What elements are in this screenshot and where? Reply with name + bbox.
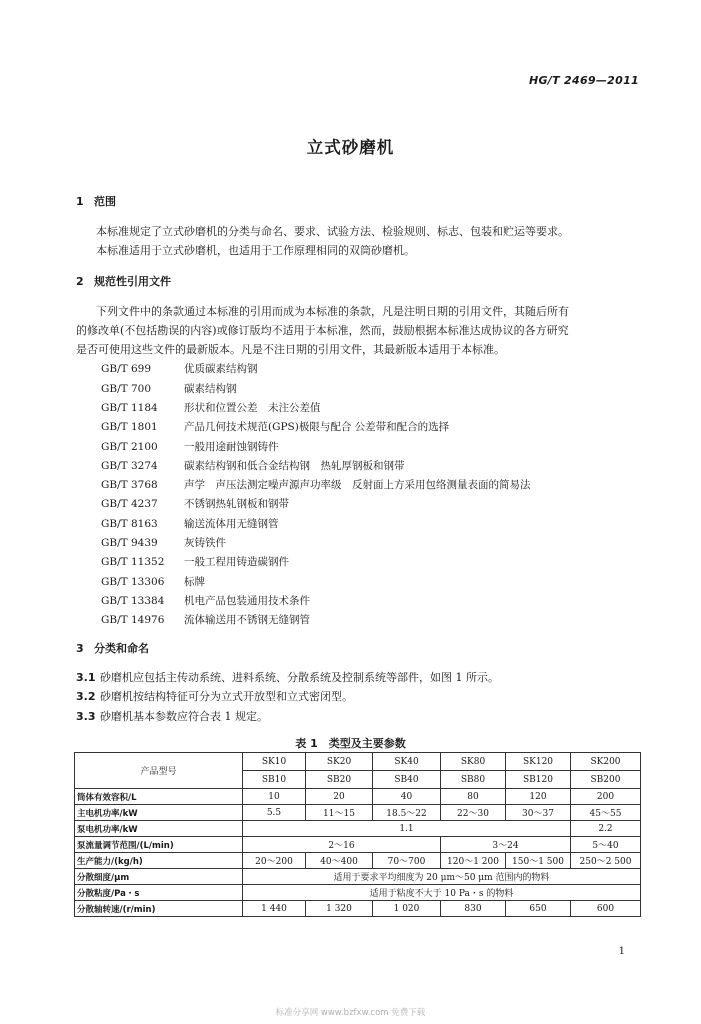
reference-name: 形状和位置公差 未注公差值	[184, 402, 321, 414]
row-label: 分散轴转速/(r/min)	[75, 901, 243, 917]
reference-code: GB/T 9439	[101, 537, 158, 549]
reference-item	[101, 400, 321, 415]
table-header-label: 产品型号	[75, 753, 243, 789]
intro-line: 下列文件中的条款通过本标准的引用而成为本标准的条款，凡是注明日期的引用文件，其随后所有	[96, 305, 569, 318]
reference-name: 流体输送用不锈钢无缝钢管	[184, 614, 310, 626]
table-cell: 120	[506, 789, 571, 805]
clause-3-1	[76, 669, 499, 685]
table-cell: 1 020	[373, 901, 441, 917]
reference-name: 声学 声压法测定噪声源声功率级 反射面上方采用包络测量表面的简易法	[184, 479, 531, 491]
table-cell: 600	[571, 901, 641, 917]
reference-name: 一般用途耐蚀钢铸件	[184, 441, 279, 453]
model-cell: SK10	[243, 753, 306, 771]
reference-name: 一般工程用铸造碳钢件	[184, 556, 289, 568]
row-label: 分散细度/μm	[75, 869, 243, 885]
table-cell: 5～40	[571, 837, 641, 853]
reference-name: 不锈钢热轧钢板和钢带	[184, 498, 289, 510]
table-cell: 20～200	[243, 853, 306, 869]
reference-name: 标牌	[184, 576, 205, 588]
clause-text: 砂磨机按结构特征可分为立式开放型和立式密闭型。	[100, 690, 353, 703]
reference-item	[101, 612, 310, 627]
table-cell: 20	[306, 789, 373, 805]
reference-code: GB/T 4237	[101, 498, 158, 510]
table-cell: 830	[441, 901, 506, 917]
reference-item	[101, 419, 449, 434]
reference-name: 碳素结构钢和低合金结构钢 热轧厚钢板和钢带	[184, 460, 405, 472]
table-cell: 150～1 500	[506, 853, 571, 869]
reference-item	[101, 574, 205, 589]
model-cell: SB80	[441, 771, 506, 789]
reference-name: 优质碳素结构钢	[184, 363, 258, 375]
table-cell: 3～24	[441, 837, 571, 853]
reference-item	[101, 593, 310, 608]
paragraph: 本标准适用于立式砂磨机，也适用于工作原理相同的双筒砂磨机。	[96, 244, 415, 257]
section-title: 范围	[94, 195, 116, 208]
table-row	[75, 753, 641, 771]
table-cell: 1 320	[306, 901, 373, 917]
reference-item	[101, 381, 237, 396]
reference-code: GB/T 2100	[101, 441, 158, 453]
model-cell: SK80	[441, 753, 506, 771]
reference-item	[101, 535, 226, 550]
section-number: 3	[76, 642, 84, 655]
section-number: 2	[76, 275, 84, 288]
table-cell: 5.5	[243, 805, 306, 821]
section-title: 分类和命名	[94, 642, 149, 655]
table-row	[75, 789, 641, 805]
table-caption: 表 1 类型及主要参数	[295, 737, 406, 750]
table-row	[75, 837, 641, 853]
intro-line: 是否可使用这些文件的最新版本。凡是不注日期的引用文件，其最新版本适用于本标准。	[76, 343, 505, 356]
table-row	[75, 805, 641, 821]
reference-code: GB/T 14976	[101, 614, 165, 626]
model-cell: SK20	[306, 753, 373, 771]
table-cell: 30～37	[506, 805, 571, 821]
section-number: 1	[76, 195, 84, 208]
table-cell: 200	[571, 789, 641, 805]
table-cell: 1.1	[243, 821, 571, 837]
reference-item	[101, 361, 258, 376]
clause-number: 3.1	[76, 671, 96, 684]
row-label: 分散粘度/Pa・s	[75, 885, 243, 901]
watermark-text: 标准分享网 www.bzfxw.com 免费下载	[275, 1008, 426, 1018]
section-2-heading	[76, 273, 171, 289]
table-row	[75, 869, 641, 885]
model-cell: SB40	[373, 771, 441, 789]
reference-name: 碳素结构钢	[184, 383, 237, 395]
reference-item	[101, 439, 279, 454]
clause-3-3	[76, 708, 268, 724]
clause-text: 砂磨机应包括主传动系统、进料系统、分散系统及控制系统等部件，如图 1 所示。	[100, 671, 499, 684]
table-cell: 120～1 200	[441, 853, 506, 869]
table-row	[75, 821, 641, 837]
table-cell: 80	[441, 789, 506, 805]
model-cell: SB200	[571, 771, 641, 789]
reference-code: GB/T 3274	[101, 460, 158, 472]
row-label: 泵流量调节范围/(L/min)	[75, 837, 243, 853]
table-cell: 250～2 500	[571, 853, 641, 869]
page-number: 1	[618, 946, 625, 957]
clause-number: 3.3	[76, 710, 96, 723]
clause-text: 砂磨机基本参数应符合表 1 规定。	[100, 710, 268, 723]
section-title: 规范性引用文件	[94, 275, 171, 288]
reference-code: GB/T 13306	[101, 576, 165, 588]
table-cell: 10	[243, 789, 306, 805]
table-cell: 40	[373, 789, 441, 805]
reference-item	[101, 554, 289, 569]
table-cell: 70～700	[373, 853, 441, 869]
reference-name: 输送流体用无缝钢管	[184, 518, 279, 530]
parameters-table	[74, 752, 641, 917]
table-row	[75, 853, 641, 869]
table-cell: 650	[506, 901, 571, 917]
reference-code: GB/T 1184	[101, 402, 158, 414]
reference-name: 机电产品包装通用技术条件	[184, 595, 310, 607]
model-cell: SB20	[306, 771, 373, 789]
table-cell: 适用于要求平均细度为 20 μm～50 μm 范围内的物料	[243, 869, 641, 885]
reference-code: GB/T 13384	[101, 595, 165, 607]
table-cell: 2～16	[243, 837, 441, 853]
document-title: 立式砂磨机	[306, 138, 395, 157]
reference-code: GB/T 3768	[101, 479, 158, 491]
table-cell: 2.2	[571, 821, 641, 837]
reference-name: 产品几何技术规范(GPS)极限与配合 公差带和配合的选择	[184, 421, 450, 433]
reference-item	[101, 458, 405, 473]
reference-code: GB/T 1801	[101, 421, 158, 433]
row-label: 主电机功率/kW	[75, 805, 243, 821]
model-cell: SK200	[571, 753, 641, 771]
paragraph: 本标准规定了立式砂磨机的分类与命名、要求、试验方法、检验规则、标志、包装和贮运等要求。	[96, 225, 569, 238]
reference-code: GB/T 11352	[101, 556, 165, 568]
intro-line: 的修改单(不包括勘误的内容)或修订版均不适用于本标准，然而，鼓励根据本标准达成协议的各方研究	[76, 324, 569, 337]
model-cell: SK40	[373, 753, 441, 771]
model-cell: SB120	[506, 771, 571, 789]
reference-code: GB/T 699	[101, 363, 152, 375]
model-cell: SB10	[243, 771, 306, 789]
reference-name: 灰铸铁件	[184, 537, 226, 549]
reference-item	[101, 496, 289, 511]
standard-number: HG/T 2469—2011	[528, 74, 639, 87]
table-cell: 11～15	[306, 805, 373, 821]
table-cell: 22～30	[441, 805, 506, 821]
row-label: 生产能力/(kg/h)	[75, 853, 243, 869]
table-cell: 40～400	[306, 853, 373, 869]
reference-item	[101, 516, 279, 531]
table-cell: 适用于粘度不大于 10 Pa・s 的物料	[243, 885, 641, 901]
clause-number: 3.2	[76, 690, 96, 703]
reference-item	[101, 477, 531, 492]
table-row	[75, 901, 641, 917]
clause-3-2	[76, 688, 353, 704]
table-row	[75, 885, 641, 901]
table-cell: 45～55	[571, 805, 641, 821]
reference-code: GB/T 700	[101, 383, 152, 395]
row-label: 筒体有效容积/L	[75, 789, 243, 805]
table-cell: 18.5～22	[373, 805, 441, 821]
row-label: 泵电机功率/kW	[75, 821, 243, 837]
model-cell: SK120	[506, 753, 571, 771]
reference-code: GB/T 8163	[101, 518, 158, 530]
section-3-heading	[76, 640, 149, 656]
section-1-heading	[76, 193, 116, 209]
table-cell: 1 440	[243, 901, 306, 917]
